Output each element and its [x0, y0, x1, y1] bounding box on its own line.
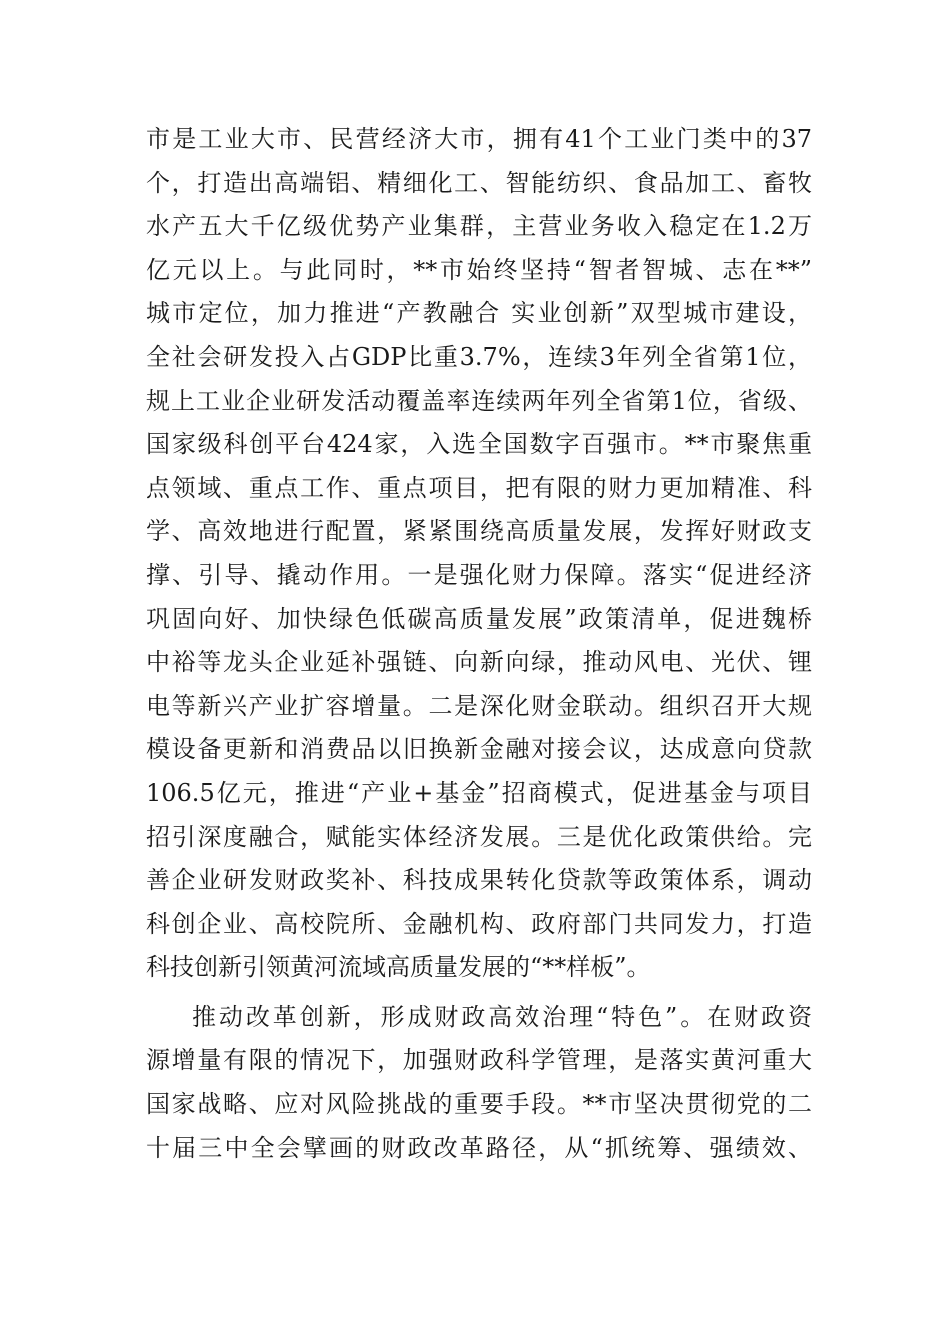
paragraph-1 — [146, 118, 812, 990]
text-line: 巩固向好、加快绿色低碳高质量发展”政策清单，促进魏桥 — [146, 604, 812, 633]
text-line: 推动改革创新，形成财政高效治理“特色”。在财政资 — [192, 1002, 812, 1031]
text-line: 科技创新引领黄河流域高质量发展的“**样板”。 — [146, 953, 651, 982]
text-line: 撑、引导、撬动作用。一是强化财力保障。落实“促进经济 — [146, 560, 812, 589]
text-line: 点领域、重点工作、重点项目，把有限的财力更加精准、科 — [146, 473, 812, 502]
text-line: 城市定位，加力推进“产教融合 实业创新”双型城市建设， — [146, 299, 812, 328]
text-line: 国家级科创平台424家，入选全国数字百强市。**市聚焦重 — [146, 430, 812, 459]
text-line: 模设备更新和消费品以旧换新金融对接会议，达成意向贷款 — [146, 735, 812, 764]
text-line: 源增量有限的情况下，加强财政科学管理，是落实黄河重大 — [146, 1046, 812, 1075]
text-line: 106.5亿元，推进“产业+基金”招商模式，促进基金与项目 — [146, 778, 812, 807]
document-body — [146, 118, 812, 1170]
text-line: 水产五大千亿级优势产业集群，主营业务收入稳定在1.2万 — [146, 212, 812, 241]
text-line: 科创企业、高校院所、金融机构、政府部门共同发力，打造 — [146, 909, 812, 938]
text-line: 规上工业企业研发活动覆盖率连续两年列全省第1位，省级、 — [146, 386, 812, 415]
text-line: 学、高效地进行配置，紧紧围绕高质量发展，发挥好财政支 — [146, 517, 812, 546]
text-line: 善企业研发财政奖补、科技成果转化贷款等政策体系，调动 — [146, 866, 812, 895]
text-line: 个，打造出高端铝、精细化工、智能纺织、食品加工、畜牧 — [146, 168, 812, 197]
text-line: 中裕等龙头企业延补强链、向新向绿，推动风电、光伏、锂 — [146, 648, 812, 677]
text-line: 十届三中全会擘画的财政改革路径，从“抓统筹、强绩效、 — [146, 1133, 812, 1162]
text-line: 全社会研发投入占GDP比重3.7%，连续3年列全省第1位， — [146, 342, 812, 371]
text-line: 国家战略、应对风险挑战的重要手段。**市坚决贯彻党的二 — [146, 1090, 812, 1119]
paragraph-2 — [146, 996, 812, 1170]
text-line: 亿元以上。与此同时，**市始终坚持“智者智城、志在**” — [146, 255, 812, 284]
text-line: 市是工业大市、民营经济大市，拥有41个工业门类中的37 — [146, 125, 812, 153]
text-line: 电等新兴产业扩容增量。二是深化财金联动。组织召开大规 — [146, 691, 812, 720]
text-line: 招引深度融合，赋能实体经济发展。三是优化政策供给。完 — [146, 822, 812, 851]
